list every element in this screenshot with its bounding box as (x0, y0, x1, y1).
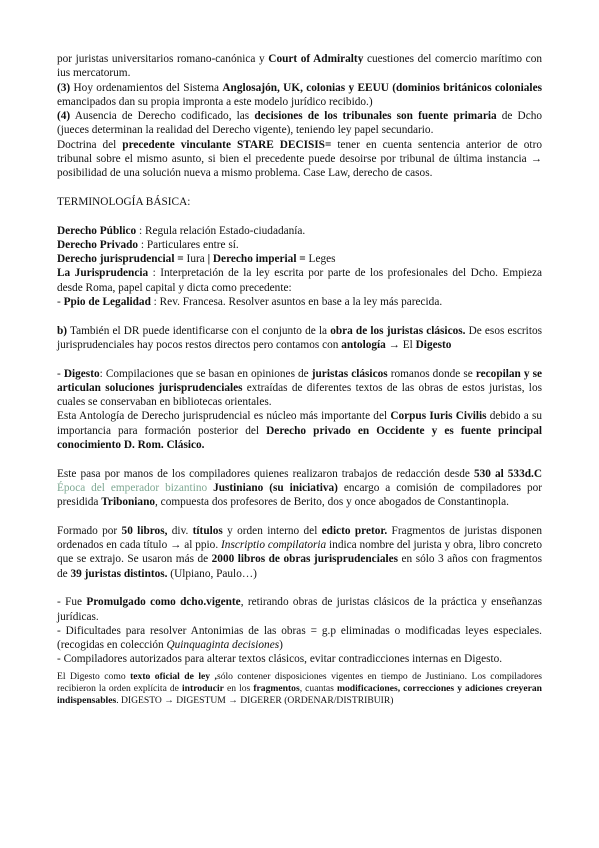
text-span: romanos donde se (387, 367, 476, 380)
text-span: encargo a comisión de compiladores por presidida (57, 481, 542, 509)
antologia-term: antología (341, 338, 386, 351)
text-span: También el DR puede identificarse con el conjunto de la (67, 324, 331, 337)
quinquaginta-term: Quinquaginta decisiones (166, 639, 280, 652)
text-span: . DIGESTO (116, 694, 165, 706)
text-span: sólo contener disposiciones vigentes en tiempo de Justiniano. Los compiladores recibieron la orden explícita de (57, 670, 542, 694)
stare-decisis-term: precedente vinculante STARE DECISIS= (122, 138, 332, 151)
bullet: - (57, 367, 64, 380)
text-span: , retirando obras de juristas clásicos de la práctica y enseñanzas jurídicas. (57, 596, 542, 623)
term-definition: Leges (305, 253, 336, 266)
text-span: tener en cuenta sentencia anterior de otro tribunal sobre el mismo asunto, si bien el precedente puede desoirse por tribunal de última instancia (57, 138, 542, 166)
text-span: y orden interno del (222, 524, 322, 537)
text-span: El Digesto como (57, 670, 131, 682)
juristas-clasicos-term: juristas clásicos (311, 367, 388, 380)
court-of-admiralty-term: Court of Admiralty (268, 53, 364, 65)
derecho-privado-term: Derecho privado en Occidente y es fuente principal conocimiento D. Rom. Clásico. (57, 424, 542, 452)
term-title: Derecho Privado (57, 238, 139, 251)
text-span: en los (223, 682, 254, 694)
fragmentos-term: fragmentos (253, 682, 300, 694)
anglosajon-term: Anglosajón, UK, colonias y EEUU (dominios británicos coloniales (222, 81, 542, 94)
text-span: Esta Antología de Derecho jurisprudencial es núcleo más importante del (57, 410, 391, 423)
corpus-iuris-term: Corpus Iuris Civilis (390, 410, 487, 423)
term-definition: Iura (183, 253, 208, 266)
paragraph-dificultades (57, 624, 542, 653)
arrow-icon: → (530, 153, 542, 166)
recopilan-term: recopilan y se articulan soluciones jurisprudenciales (57, 367, 543, 394)
libros-term: 50 libros, (121, 524, 168, 537)
titulos-term: títulos (192, 524, 223, 537)
text-span: en sólo 3 años con fragmentos de (57, 553, 542, 580)
paragraph-point-3 (57, 81, 542, 110)
arrow-icon: → (385, 338, 403, 351)
term-derecho-publico (57, 224, 542, 238)
text-span: Este pasa por manos de los compiladores quienes realizaron trabajos de redacción desde (57, 467, 474, 480)
term-definition: : Interpretación de la ley escrita por parte de los profesionales del Dcho. Empieza desde Roma, papel capital y dicta como precedente: (57, 267, 542, 294)
text-span: Hoy ordenamientos del Sistema (70, 81, 223, 94)
text-span: Formado por (57, 524, 122, 537)
promulgado-term: Promulgado como dcho.vigente (86, 596, 241, 609)
paragraph-texto-oficial (57, 671, 542, 707)
edicto-term: edicto pretor. (321, 524, 388, 537)
paragraph-autorizados (57, 652, 542, 666)
tribunales-term: decisiones de los tribunales son fuente primaria (254, 110, 497, 123)
text-span: ) (279, 639, 283, 652)
point-letter: b) (57, 324, 68, 337)
arrow-icon: → (170, 539, 182, 552)
paragraph-formado (57, 524, 542, 581)
text-span: , compuesta dos profesores de Berito, dos y once abogados de Constantinopla. (155, 496, 509, 509)
text-span: cuestiones del comercio marítimo con ius mercatorum. (57, 53, 542, 80)
spacer (57, 452, 542, 466)
text-span: El (402, 338, 416, 351)
point-number: (3) (57, 81, 71, 94)
text-span: debido a su importancia para formación posterior del (57, 410, 542, 437)
text-span: - Compiladores autorizados para alterar textos clásicos, evitar contradicciones internas en Digesto. (57, 653, 503, 666)
paragraph-promulgado (57, 595, 542, 624)
inscriptio-term: Inscriptio compilatoria (221, 539, 327, 552)
text-span: indica nombre del jurista y obra, libro concreto que se extrajo. Se usaron más de (57, 539, 542, 566)
digesto-term: Digesto (63, 367, 100, 380)
text-span: div. (167, 524, 193, 537)
separator: | (207, 253, 211, 266)
spacer (57, 581, 542, 595)
text-span: posibilidad de una solución nueva a mismo problema. Case Law, derecho de casos. (57, 167, 433, 180)
epoca-highlight: Época del emperador bizantino (57, 481, 208, 494)
text-span: de Dcho (jueces determinan la realidad del Derecho vigente), teniendo ley papel secundario. (57, 110, 543, 137)
term-title: Ppio de Legalidad (63, 296, 151, 309)
digesto-term: Digesto (415, 338, 452, 351)
text-span: por juristas universitarios romano-canónica y (57, 53, 269, 65)
obra-juristas-term: obra de los juristas clásicos. (330, 324, 466, 337)
text-span: DIGERER (ORDENAR/DISTRIBUIR) (237, 694, 394, 706)
texto-oficial-term: texto oficial de ley , (130, 670, 217, 682)
term-derecho-jurisprudencial (57, 252, 542, 266)
modificaciones-term: modificaciones, correcciones y adiciones creyeran indispensables (57, 682, 542, 706)
text-span: emancipados dan su propia impronta a este modelo jurídico recibido.) (57, 95, 373, 108)
date-range: 530 al 533d.C (473, 467, 542, 480)
paragraph-admiralty (57, 52, 542, 81)
term-jurisprudencia (57, 266, 542, 295)
text-span: De esos escritos jurisprudenciales hay pocos restos directos pero contamos con (57, 324, 543, 351)
arrow-icon: → (228, 694, 238, 706)
term-derecho-privado (57, 238, 542, 252)
point-number: (4) (57, 110, 71, 123)
term-principio-legalidad (57, 295, 542, 309)
paragraph-digesto (57, 367, 542, 410)
text-span: extraídas de diferentes textos de las obras de estos juristas, los cuales se conservaban en bibliotecas orientales. (57, 381, 542, 409)
text-span: (Ulpiano, Paulo…) (167, 567, 257, 580)
text-span: Fragmentos de juristas disponen ordenados en cada título (57, 524, 542, 552)
paragraph-obra-juristas (57, 324, 542, 353)
text-span: al ppio. (181, 539, 222, 552)
term-title: Derecho imperial = (210, 253, 306, 266)
term-title: La Jurisprudencia (57, 267, 149, 280)
term-definition: : Particulares entre sí. (138, 238, 239, 251)
paragraph-stare-decisis (57, 138, 542, 181)
introducir-term: introducir (182, 682, 224, 694)
text-span: - Dificultades para resolver Antonimias de las obras = g.p eliminadas o modificadas leyes especiales. (recogidas en colección (57, 624, 542, 652)
text-span: , cuantas (299, 682, 337, 694)
term-definition: : Rev. Francesa. Resolver asuntos en base a la ley más parecida. (150, 296, 443, 309)
spacer (57, 209, 542, 223)
triboniano-term: Triboniano (101, 496, 156, 509)
term-title: Derecho Público (57, 224, 137, 237)
term-title: Derecho jurisprudencial = (57, 253, 184, 266)
juristas-count-term: 39 juristas distintos. (70, 567, 168, 580)
spacer (57, 510, 542, 524)
paragraph-corpus (57, 409, 542, 452)
text-span: Ausencia de Derecho codificado, las (70, 110, 255, 123)
text-span: DIGESTUM (173, 694, 229, 706)
spacer (57, 309, 542, 323)
justiniano-term: Justiniano (su iniciativa) (213, 481, 338, 494)
text-span: Doctrina del (57, 138, 123, 151)
section-heading: TERMINOLOGÍA BÁSICA: (57, 195, 191, 208)
paragraph-point-4 (57, 109, 542, 138)
spacer (57, 181, 542, 195)
arrow-icon: → (164, 694, 174, 706)
term-definition: : Regula relación Estado-ciudadanía. (136, 224, 306, 237)
text-span: - Fue (57, 596, 87, 609)
text-span: : Compilaciones que se basan en opiniones de (99, 367, 312, 380)
spacer (57, 352, 542, 366)
obras-term: 2000 libros de obras jurisprudenciales (211, 553, 399, 566)
bullet: - (57, 296, 64, 309)
paragraph-compiladores (57, 467, 542, 510)
